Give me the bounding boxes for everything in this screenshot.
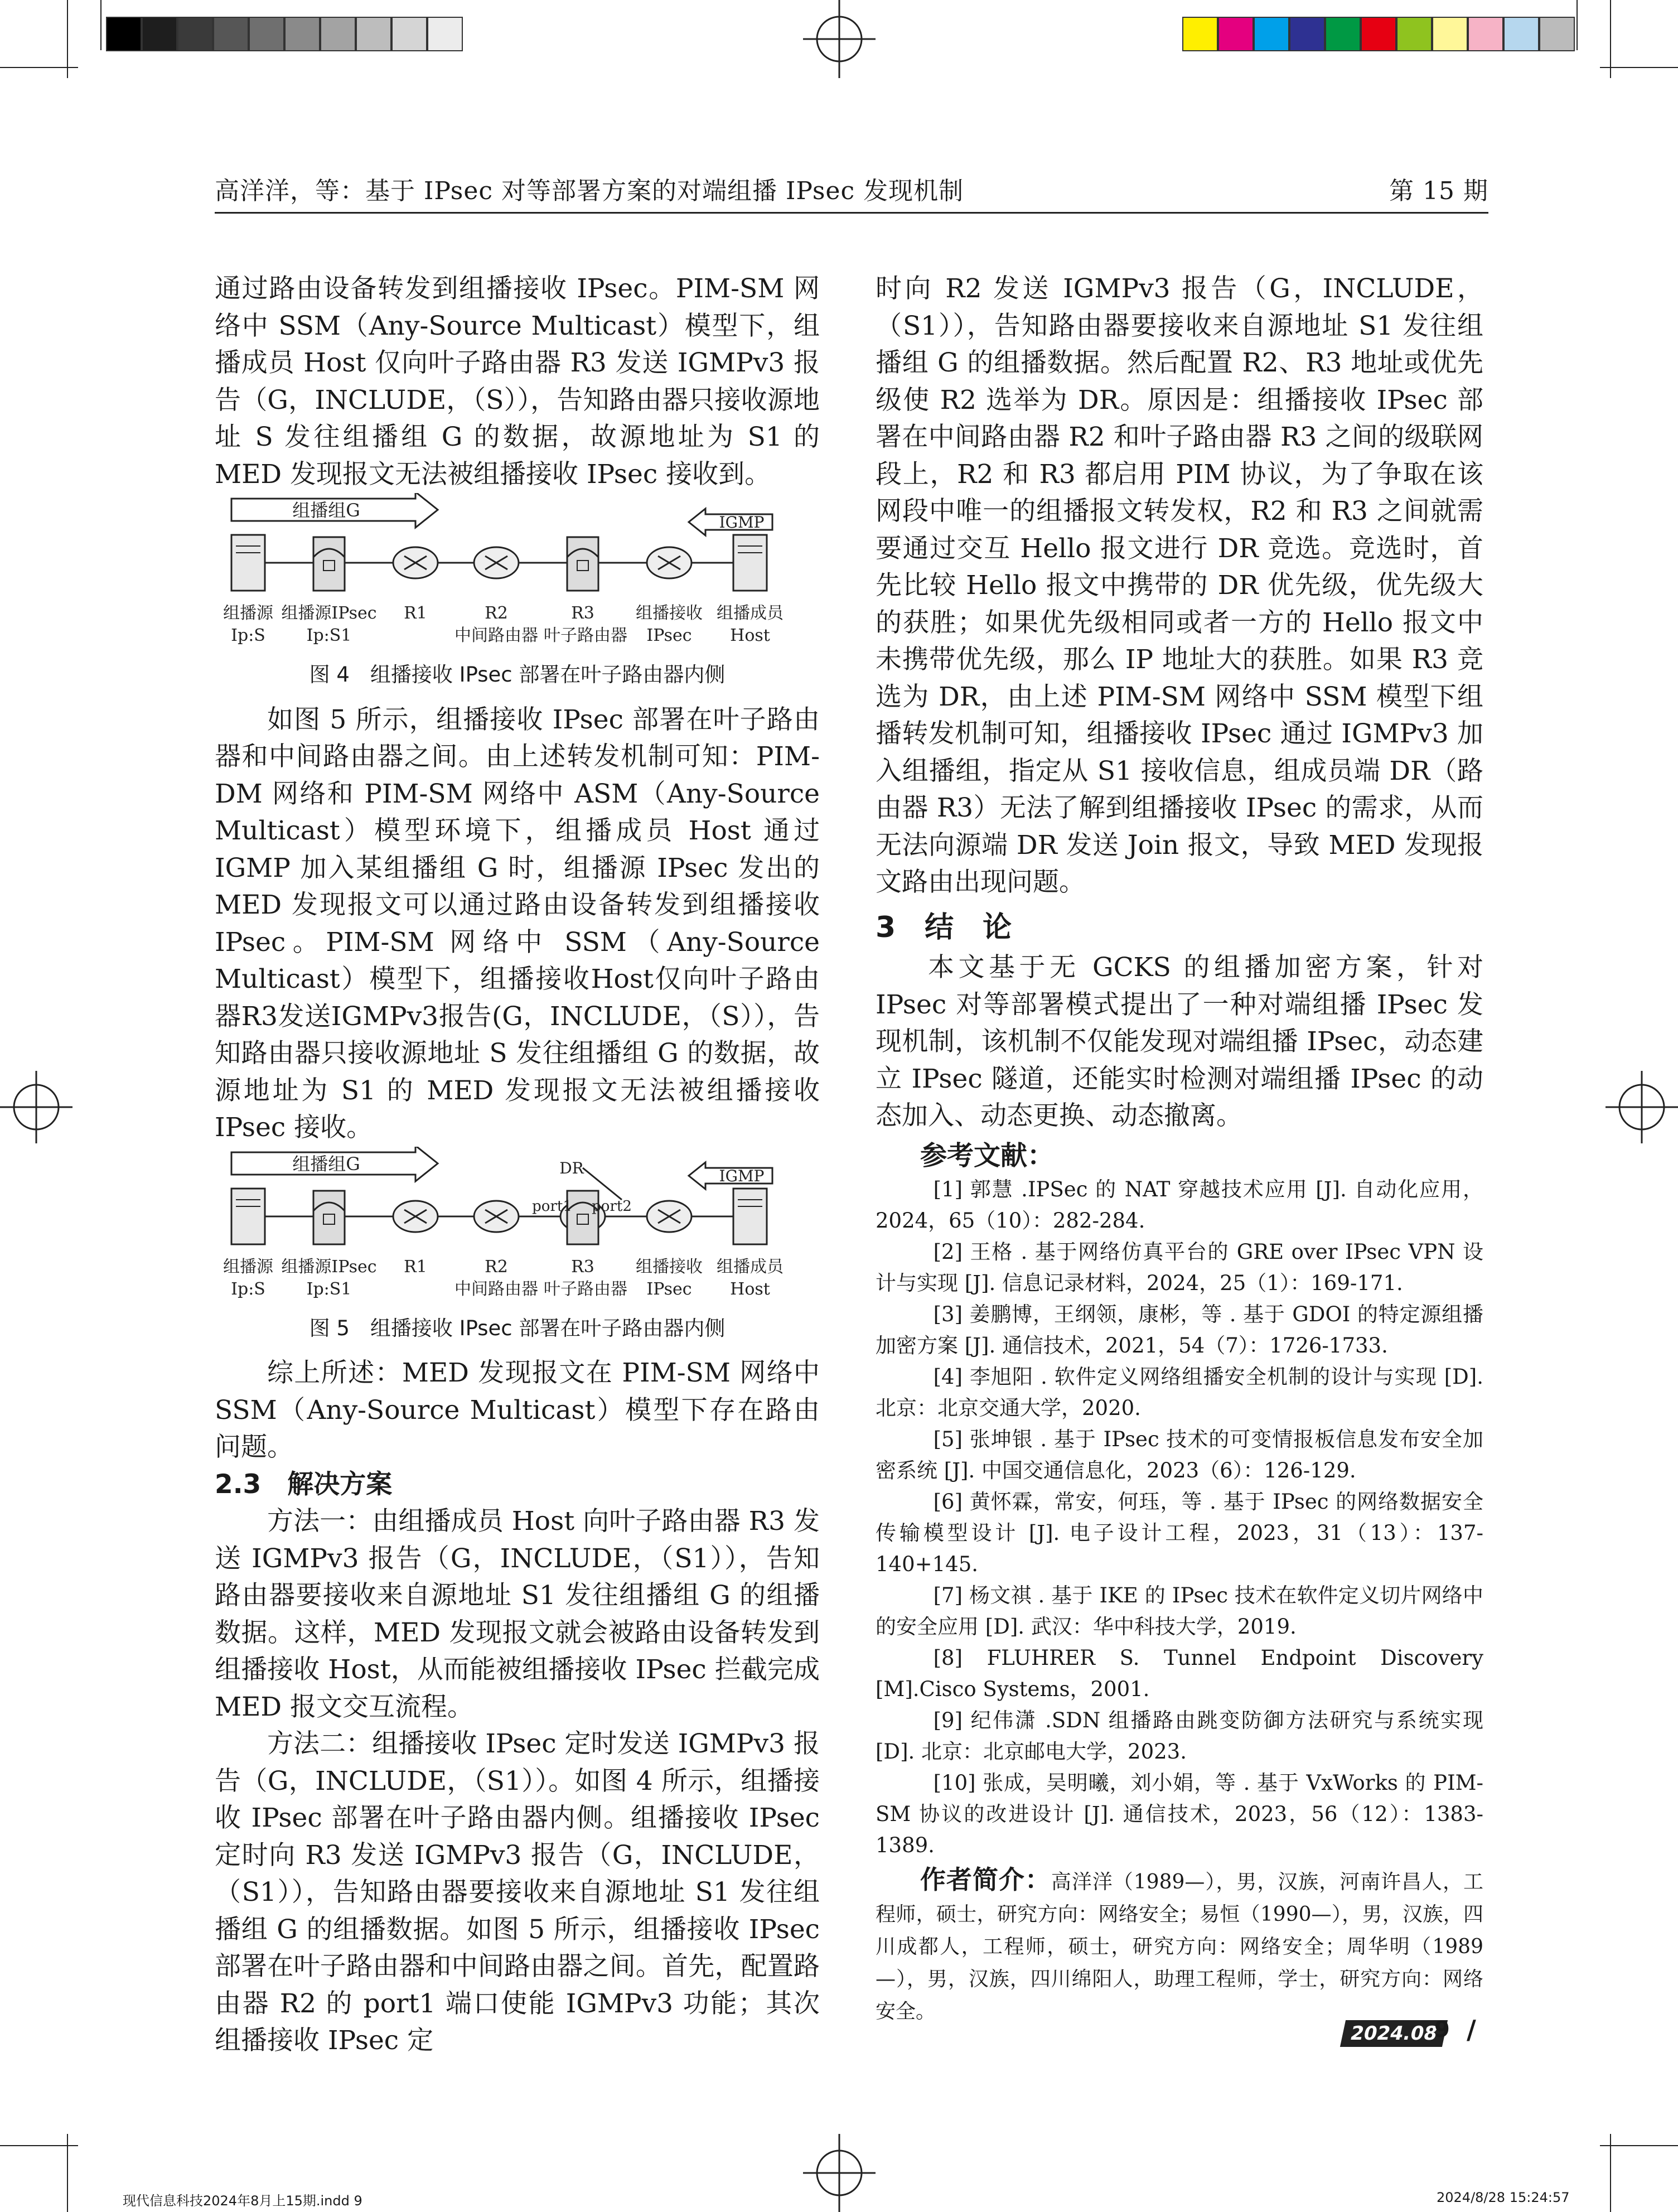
node-label: 组播源	[223, 603, 273, 623]
paragraph: 综上所述：MED 发现报文在 PIM-SM 网络中 SSM（Any-Source Multicast）模型下存在路由问题。	[215, 1358, 820, 1462]
node-label: R3	[571, 1257, 594, 1277]
paragraph: 方法一：由组播成员 Host 向叶子路由器 R3 发送 IGMPv3 报告（G，INCLUDE，（S1）），告知路由器要接收来自源地址 S1 发往组播组 G 的组播数据。这样，MED 发现报文就会被路由设备转发到组播接收 Host，从而能被组播接收 IPsec 拦截完成 MED 报文交互流程。	[215, 1506, 820, 1722]
color-swatch	[1361, 17, 1396, 51]
color-swatch	[1432, 17, 1468, 51]
crop-mark	[0, 2145, 78, 2146]
reference-item: [10] 张成，吴明曦，刘小娟，等 . 基于 VxWorks 的 PIM-SM 协议的改进设计 [J]. 通信技术，2023，56（12）：1383-1389.	[876, 1771, 1483, 1857]
header-rule	[215, 212, 1488, 214]
color-swatch	[1468, 17, 1503, 51]
port2-label: port2	[592, 1197, 632, 1215]
file-name: 现代信息科技2024年8月上15期.indd 9	[123, 2193, 362, 2209]
network-diagram	[215, 493, 820, 652]
node-label: R2	[485, 603, 508, 623]
node-label: 组播成员	[717, 603, 784, 623]
reference-item: [4] 李旭阳 . 软件定义网络组播安全机制的设计与实现 [D]. 北京：北京交通大学，2020.	[876, 1365, 1483, 1420]
color-swatch	[1325, 17, 1361, 51]
ipsec-device-icon	[313, 1191, 345, 1244]
left-column	[215, 271, 820, 2060]
crop-mark	[1577, 0, 1578, 50]
section-heading: 2.3 解决方案	[215, 1469, 393, 1500]
reference-list	[876, 1174, 1483, 1861]
reference-item: [8] FLUHRER S. Tunnel Endpoint Discovery [M].Cisco Systems，2001.	[876, 1646, 1483, 1701]
reference-item: [6] 黄怀霖，常安，何珏，等 . 基于 IPsec 的网络数据安全传输模型设计 [J]. 电子设计工程，2023，31（13）：137-140+145.	[876, 1490, 1483, 1576]
node-label: Ip:S	[231, 626, 265, 645]
paragraph: 本文基于无 GCKS 的组播加密方案，针对 IPsec 对等部署模式提出了一种对端组播 IPsec 发现机制，该机制不仅能发现对端组播 IPsec，动态建立 IPsec 隧道，还能实时检测对端组播 IPsec 的动态加入、动态更换、动态撤离。	[876, 952, 1483, 1131]
node-label: Host	[730, 1279, 770, 1299]
color-swatch	[249, 17, 284, 51]
references-heading: 参考文献：	[920, 1139, 1055, 1171]
node-label: Host	[730, 626, 770, 645]
reference-item: [2] 王格 . 基于网络仿真平台的 GRE over IPsec VPN 设计与实现 [J]. 信息记录材料，2024，25（1）：169-171.	[876, 1240, 1483, 1295]
reference-item: [1] 郭慧 .IPSec 的 NAT 穿越技术应用 [J]. 自动化应用，2024，65（10）：282-284.	[876, 1177, 1483, 1233]
dr-label: DR	[559, 1158, 584, 1177]
node-label: 中间路由器	[454, 626, 538, 645]
color-swatch	[1218, 17, 1254, 51]
crop-mark	[1600, 2145, 1678, 2146]
figure-4	[215, 493, 820, 694]
igmp-label: IGMP	[719, 1166, 765, 1185]
author-heading: 作者简介：	[920, 1865, 1051, 1895]
node-label: 组播源IPsec	[281, 1257, 377, 1277]
paragraph: 时向 R2 发送 IGMPv3 报告（G，INCLUDE，（S1）），告知路由器要接收来自源地址 S1 发往组播组 G 的组播数据。然后配置 R2、R3 地址或优先级使 R2 选举为 DR。原因是：组播接收 IPsec 部署在中间路由器 R2 和叶子路由器 R3 之间的级联网段上，R2 和 R3 都启用 PIM 协议，为了争取在该网段中唯一的组播报文转发权，R2 和 R3 之间就需要通过交互 Hello 报文进行 DR 竞选。竞选时，首先比较 Hello 报文中携带的 DR 优先级，优先级大的获胜；如果优先级相同或者一方的 Hello 报文中未携带优先级，那么 IP 地址大的获胜。如果 R3 竞选为 DR，由上述 PIM-SM 网络中 SSM 模型下组播转发机制可知，组播接收 IPsec 通过 IGMPv3 加入组播组，指定从 S1 接收信息，组成员端 DR（路由器 R3）无法了解到组播接收 IPsec 的需求，从而无法向源端 DR 发送 Join 报文，导致 MED 发现报文路由出现问题。	[876, 273, 1483, 897]
server-icon	[231, 535, 265, 591]
author-bio	[876, 1863, 1483, 2028]
crop-mark	[0, 67, 78, 68]
color-swatch	[356, 17, 391, 51]
paragraph: 方法二：组播接收 IPsec 定时发送 IGMPv3 报告（G，INCLUDE，（S1））。如图 4 所示，组播接收 IPsec 部署在叶子路由器内侧。组播接收 IPsec 定时向 R3 发送 IGMPv3 报告（G，INCLUDE，（S1）），告知路由器要接收来自源地址 S1 发往组播组 G 的组播数据。如图 5 所示，组播接收 IPsec 部署在叶子路由器和中间路由器之间。首先，配置路由器 R2 的 port1 端口使能 IGMPv3 功能；其次组播接收 IPsec 定	[215, 1728, 820, 2056]
color-swatch	[142, 17, 177, 51]
node-label: IPsec	[646, 626, 692, 645]
node-label: 叶子路由器	[544, 626, 627, 645]
node-label: Ip:S	[231, 1279, 265, 1299]
node-label: R1	[404, 603, 427, 623]
running-title: 高洋洋，等：基于 IPsec 对等部署方案的对端组播 IPsec 发现机制	[215, 177, 964, 205]
node-label: Ip:S1	[306, 1279, 352, 1299]
issue-number: 第 15 期	[1389, 177, 1488, 205]
server-icon	[733, 535, 767, 591]
node-label: 组播源IPsec	[281, 603, 377, 623]
color-swatch	[106, 17, 142, 51]
registration-mark-left	[0, 1071, 72, 1143]
section-heading: 3 结 论	[876, 910, 1012, 944]
color-swatch	[1289, 17, 1325, 51]
registration-mark-bottom	[803, 2134, 876, 2212]
node-label: Ip:S1	[306, 626, 352, 645]
folio-slash: /	[1467, 2015, 1476, 2045]
paragraph: 通过路由设备转发到组播接收 IPsec。PIM-SM 网络中 SSM（Any-Source Multicast）模型下，组播成员 Host 仅向叶子路由器 R3 发送 IGMPv3 报告（G，INCLUDE，（S）），告知路由器只接收源地址 S 发往组播组 G 的数据，故源地址为 S1 的 MED 发现报文无法被组播接收 IPsec 接收到。	[215, 273, 820, 490]
right-column	[876, 271, 1483, 2028]
reference-item: [7] 杨文祺 . 基于 IKE 的 IPsec 技术在软件定义切片网络中的安全应用 [D]. 武汉：华中科技大学，2019.	[876, 1583, 1483, 1639]
registration-mark-top	[803, 0, 876, 78]
port1-label: port1	[532, 1197, 572, 1215]
node-label: 组播接收	[636, 603, 703, 623]
figure-caption: 图 4 组播接收 IPsec 部署在叶子路由器内侧	[309, 663, 726, 687]
node-label: 组播源	[223, 1257, 273, 1277]
igmp-label: IGMP	[719, 513, 765, 532]
crop-mark	[67, 0, 68, 78]
crop-mark	[100, 0, 101, 50]
color-swatch	[1503, 17, 1539, 51]
node-label: R2	[485, 1257, 508, 1277]
color-swatch	[1396, 17, 1432, 51]
color-swatch	[1254, 17, 1289, 51]
registration-mark-right	[1606, 1071, 1678, 1143]
node-label: 中间路由器	[454, 1279, 538, 1299]
node-label: 叶子路由器	[544, 1279, 627, 1299]
server-icon	[231, 1189, 265, 1244]
color-swatch	[1182, 17, 1218, 51]
reference-item: [9] 纪伟潇 .SDN 组播路由跳变防御方法研究与系统实现 [D]. 北京：北京邮电大学，2023.	[876, 1708, 1483, 1764]
color-swatch	[427, 17, 463, 51]
group-label: 组播组G	[292, 500, 360, 521]
color-swatch	[1539, 17, 1575, 51]
figure-5	[215, 1147, 820, 1348]
reference-item: [5] 张坤银 . 基于 IPsec 技术的可变情报板信息发布安全加密系统 [J]. 中国交通信息化，2023（6）：126-129.	[876, 1427, 1483, 1482]
crop-mark	[1610, 0, 1611, 78]
timestamp: 2024/8/28 15:24:57	[1437, 2190, 1570, 2205]
issue-badge: 2024.08	[1340, 2020, 1448, 2047]
color-swatch	[391, 17, 427, 51]
paragraph: 如图 5 所示，组播接收 IPsec 部署在叶子路由器和中间路由器之间。由上述转发机制可知：PIM-DM 网络和 PIM-SM 网络中 ASM（Any-Source Multicast）模型环境下，组播成员 Host 通过 IGMP 加入某组播组 G 时，组播源 IPsec 发出的 MED 发现报文可以通过路由设备转发到组播接收 IPsec。PIM-SM 网络中 SSM（Any-Source Multicast）模型下，组播接收Host仅向叶子路由器R3发送IGMPv3报告(G，INCLUDE，（S）），告知路由器只接收源地址 S 发往组播组 G 的数据，故源地址为 S1 的 MED 发现报文无法被组播接收 IPsec 接收。	[215, 704, 820, 1143]
node-label: 组播成员	[717, 1257, 784, 1277]
color-swatch	[284, 17, 320, 51]
color-swatch	[213, 17, 249, 51]
server-icon	[733, 1189, 767, 1244]
ipsec-device-icon	[313, 537, 345, 591]
page-number: 9	[1434, 2017, 1450, 2042]
reference-item: [3] 姜鹏博，王纲领，康彬，等 . 基于 GDOI 的特定源组播加密方案 [J]. 通信技术，2021，54（7）：1726-1733.	[876, 1302, 1483, 1358]
node-label: IPsec	[646, 1279, 692, 1299]
node-label: 组播接收	[636, 1257, 703, 1277]
color-swatch	[177, 17, 213, 51]
ipsec-device-icon	[567, 537, 598, 591]
group-label: 组播组G	[292, 1153, 360, 1175]
author-text: 高洋洋（1989—），男，汉族，河南许昌人，工程师，硕士，研究方向：网络安全；易恒（1990—），男，汉族，四川成都人，工程师，硕士，研究方向：网络安全；周华明（1989—），男，汉族，四川绵阳人，助理工程师，学士，研究方向：网络安全。	[876, 1871, 1484, 2023]
figure-caption: 图 5 组播接收 IPsec 部署在叶子路由器内侧	[309, 1316, 726, 1340]
network-diagram	[215, 1147, 820, 1306]
node-label: R1	[404, 1257, 427, 1277]
crop-mark	[1600, 67, 1678, 68]
node-label: R3	[571, 603, 594, 623]
color-swatch	[320, 17, 356, 51]
